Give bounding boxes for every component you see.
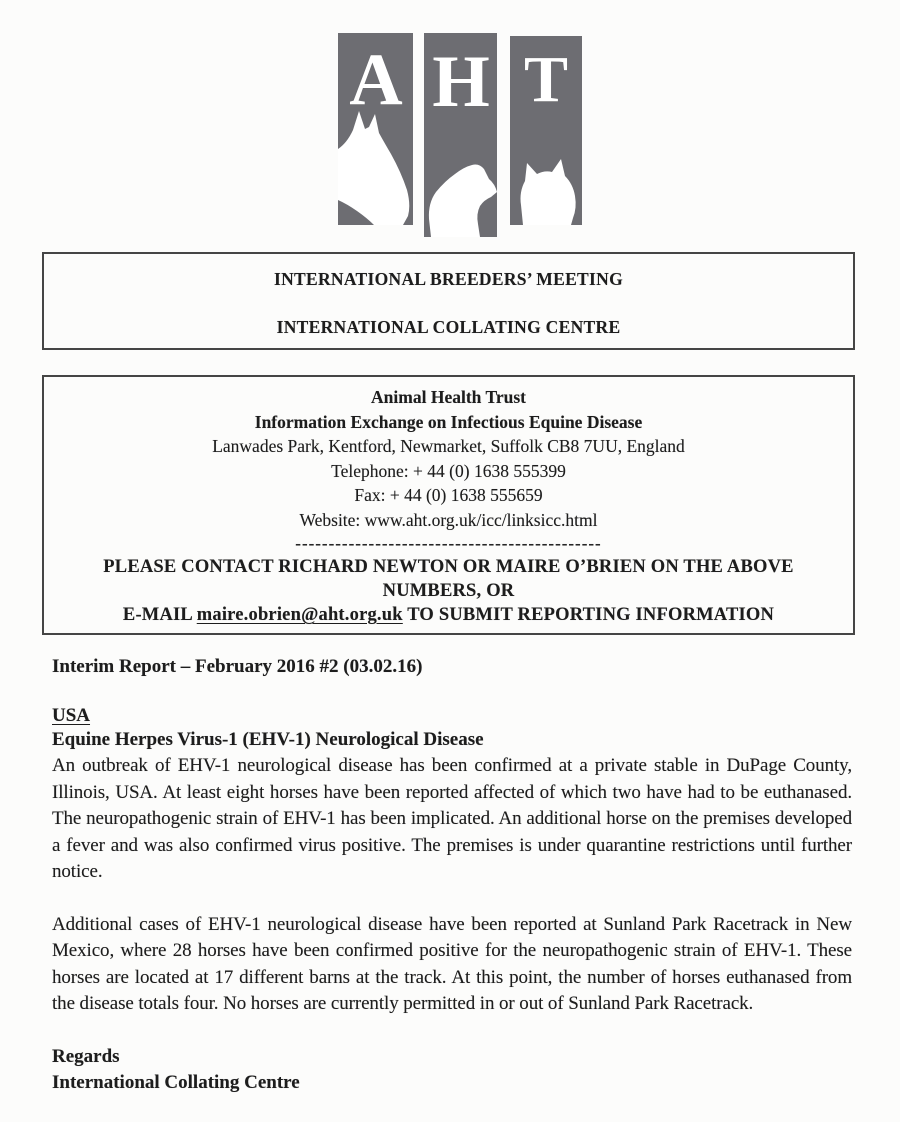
telephone-line: Telephone: + 44 (0) 1638 555399: [331, 460, 566, 481]
collating-centre-title: INTERNATIONAL COLLATING CENTRE: [276, 317, 621, 337]
report-body: [52, 645, 852, 1096]
signoff-organisation: International Collating Centre: [52, 1071, 300, 1093]
email-suffix: TO SUBMIT REPORTING INFORMATION: [402, 605, 775, 625]
title-box: [42, 252, 855, 350]
dashed-separator: ----------------------------------------------: [295, 534, 602, 553]
signoff-regards: Regards: [52, 1045, 120, 1067]
org-subtitle: Information Exchange on Infectious Equine Disease: [254, 411, 643, 432]
email-address: maire.obrien@aht.org.uk: [196, 605, 403, 625]
org-address: Lanwades Park, Kentford, Newmarket, Suffolk CB8 7UU, England: [212, 436, 685, 456]
report-heading: Interim Report – February 2016 #2 (03.02.16): [52, 656, 423, 677]
contact-instruction-line2: NUMBERS, OR: [382, 581, 515, 601]
disease-heading: Equine Herpes Virus-1 (EHV-1) Neurological Disease: [52, 729, 484, 750]
email-prefix: E-MAIL: [122, 605, 197, 625]
logo-letter-t: T: [523, 43, 569, 116]
logo-letter-a: A: [349, 39, 403, 121]
email-instruction-line: [44, 603, 853, 627]
meeting-title: INTERNATIONAL BREEDERS’ MEETING: [274, 269, 623, 289]
website-line: Website: www.aht.org.uk/icc/linksicc.html: [299, 509, 598, 530]
org-name: Animal Health Trust: [371, 387, 526, 407]
aht-logo: [338, 33, 582, 237]
logo-letter-h: H: [432, 41, 490, 123]
paragraph-dupage-outbreak: An outbreak of EHV-1 neurological disease has been confirmed at a private stable in DuPage County, Illinois, USA. At least eight horses have been reported affected of which two have had to be euthanased. The neuropathogenic strain of EHV-1 has been implicated. An additional horse on the premises developed a fever and was also confirmed virus positive. The premises is under quarantine restrictions until further notice.: [52, 755, 852, 882]
country-heading: USA: [52, 705, 91, 726]
fax-line: Fax: + 44 (0) 1638 555659: [354, 485, 543, 505]
contact-instruction-line1: PLEASE CONTACT RICHARD NEWTON OR MAIRE O’BRIEN ON THE ABOVE: [103, 557, 794, 577]
signoff-block: [52, 1044, 852, 1096]
contact-box: [42, 375, 855, 635]
paragraph-sunland-racetrack: Additional cases of EHV-1 neurological disease have been reported at Sunland Park Racetrack in New Mexico, where 28 horses have been confirmed positive for the neuropathogenic strain of EHV-1. These horses are located at 17 different barns at the track. At this point, the number of horses euthanased from the disease totals four. No horses are currently permitted in or out of Sunland Park Racetrack.: [52, 913, 852, 1014]
aht-logo-graphic: [338, 33, 582, 237]
